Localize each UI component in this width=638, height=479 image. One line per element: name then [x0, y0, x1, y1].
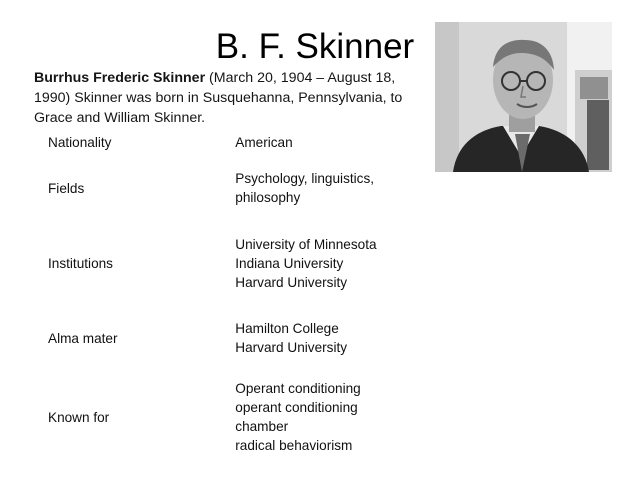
slide-title: B. F. Skinner	[215, 27, 415, 66]
row-value	[235, 127, 414, 157]
row-label: Nationality	[48, 134, 112, 150]
row-value-line: philosophy	[235, 190, 301, 205]
row-value-line: Operant conditioning	[235, 381, 361, 396]
row-value-line: operant conditioning	[235, 400, 358, 415]
table-row	[34, 157, 414, 219]
table-row	[34, 369, 414, 465]
row-label: Fields	[48, 180, 85, 196]
row-label: Institutions	[48, 255, 113, 271]
row-value-line: Indiana University	[235, 255, 344, 271]
row-value-line: American	[235, 134, 293, 150]
row-value-line: Harvard University	[235, 340, 348, 355]
row-value-line: radical behaviorism	[235, 438, 353, 453]
row-value	[235, 369, 414, 465]
intro-name: Burrhus Frederic Skinner	[34, 70, 206, 86]
row-value	[235, 307, 414, 369]
row-value-line: Hamilton College	[235, 321, 339, 336]
row-label: Known for	[48, 409, 110, 425]
info-table	[34, 127, 414, 465]
portrait-photo	[435, 22, 612, 172]
row-value-line: Harvard University	[235, 274, 348, 290]
portrait-image	[435, 22, 612, 172]
row-value	[235, 157, 414, 219]
intro-text: (March 20, 1904 – August 18, 1990) Skinner was born in Susquehanna, Pennsylvania, to Grace and William Skinner.	[34, 70, 403, 126]
row-label: Alma mater	[48, 330, 118, 346]
row-value-line: Psychology, linguistics,	[235, 171, 375, 186]
row-value-line: University of Minnesota	[235, 236, 377, 252]
intro-paragraph	[34, 68, 424, 128]
row-value-line: chamber	[235, 419, 289, 434]
row-value	[235, 219, 414, 307]
table-row	[34, 307, 414, 369]
table-row	[34, 219, 414, 307]
table-row	[34, 127, 414, 157]
